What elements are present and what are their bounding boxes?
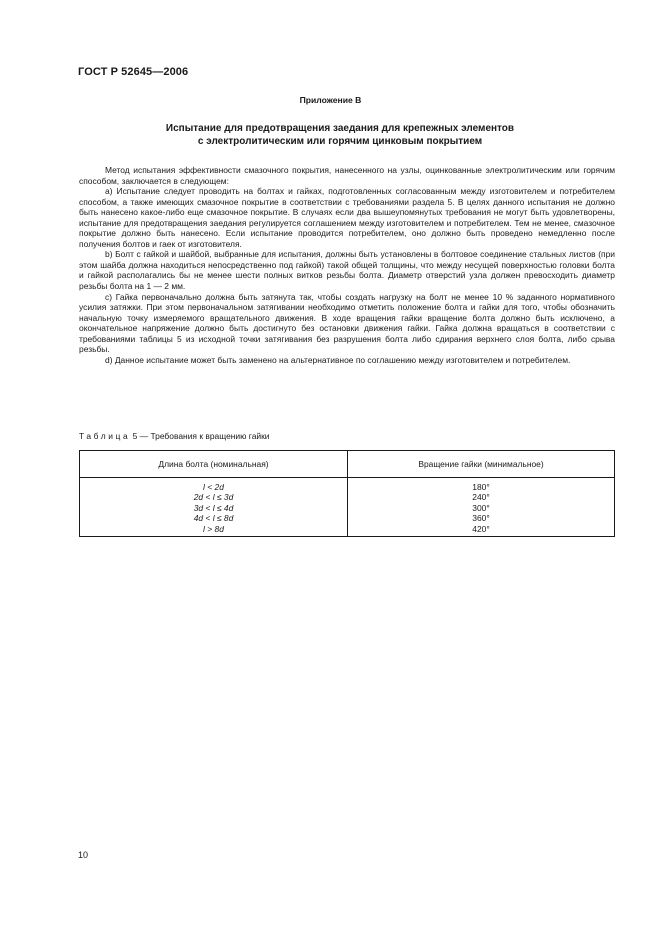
table-header-row [80,451,615,478]
nut-rotation-column [348,478,615,537]
table-caption-word: Таблица [79,431,131,441]
table-caption [79,431,270,441]
appendix-label: Приложение В [299,95,362,105]
paragraph-d: d) Данное испытание может быть заменено на альтернативное по соглашению между изготовителем и потребителем. [105,354,571,365]
bolt-length-cell: l < 2d [203,482,224,492]
bolt-length-cell: 2d < l ≤ 3d [193,492,234,503]
bolt-length-cell: 3d < l ≤ 4d [193,502,234,513]
appendix-title [90,123,590,148]
nut-rotation-cell: 300° [472,502,490,513]
paragraph-c: с) Гайка первоначально должна быть затянута так, чтобы создать нагрузку на болт не менее 10 % заданного нормативного усилия затяжки. При этом первоначальном затягивании необходимо отметить положение болта и гайки для того, чтобы обозначить начальную точку измеряемого вращательного движения. В ходе вращения гайки вращение болта должно быть исключено, а окончательное напряжение должно быть достигнуто без остановки движения гайки. Гайка должна вращаться в соответствии с требованиями таблицы 5 из исходной точки затягивания без разрушения болта либо сдирания верхнего слоя болта, либо срыва резьбы. [79,291,615,355]
nut-rotation-cell: 360° [472,513,490,524]
rotation-requirements-table [79,450,615,537]
paragraph-b: b) Болт с гайкой и шайбой, выбранные для испытания, должны быть установлены в болтовое соединение стальных листов (при этом шайба должна находиться непосредственно под гайкой) такой общей толщины, что между несущей поверхностью головки болта и гайкой располагались бы не менее шести полных витков резьбы болта. Диаметр отверстий узла должен превосходить диаметр резьбы болта на 1 — 2 мм. [79,249,615,292]
paragraph-a: а) Испытание следует проводить на болтах и гайках, подготовленных согласованным между изготовителем и потребителем способом, а также имеющих смазочное покрытие в соответствии с требованиями раздела 5. В целях данного испытания не должно быть нанесено какое-либо еще смазочное покрытие. В случаях если два вышеупомянутых требования не могут быть удовлетворены, испытание для предотвращения заедания регулируется соглашением между изготовителем и потребителем. Тем не менее, смазочное покрытие должно быть нанесено. Если испытание проводится потребителем, оно должно быть проведено немедленно после получения болтов и гаек от изготовителя. [79,186,615,249]
standard-number: ГОСТ Р 52645—2006 [78,66,189,78]
body-text [79,165,615,365]
nut-rotation-cell: 420° [472,523,490,534]
bolt-length-cell: l > 8d [203,523,224,534]
table-caption-text: 5 — Требования к вращению гайки [130,431,270,441]
table-row [80,478,615,537]
title-line-2: с электролитическим или горячим цинковым покрытием [197,135,483,147]
title-line-1: Испытание для предотвращения заедания для крепежных элементов [165,123,515,134]
header-nut-rotation: Вращение гайки (минимальное) [348,451,615,478]
page-number: 10 [78,850,89,860]
bolt-length-cell: 4d < l ≤ 8d [193,513,234,524]
paragraph-intro: Метод испытания эффективности смазочного покрытия, нанесенного на узлы, оцинкованные электролитическим или горячим способом, заключается в следующем: [79,165,615,186]
nut-rotation-cell: 180° [472,482,490,492]
nut-rotation-cell: 240° [472,492,490,503]
header-bolt-length: Длина болта (номинальная) [80,451,348,478]
bolt-length-column [80,478,348,537]
